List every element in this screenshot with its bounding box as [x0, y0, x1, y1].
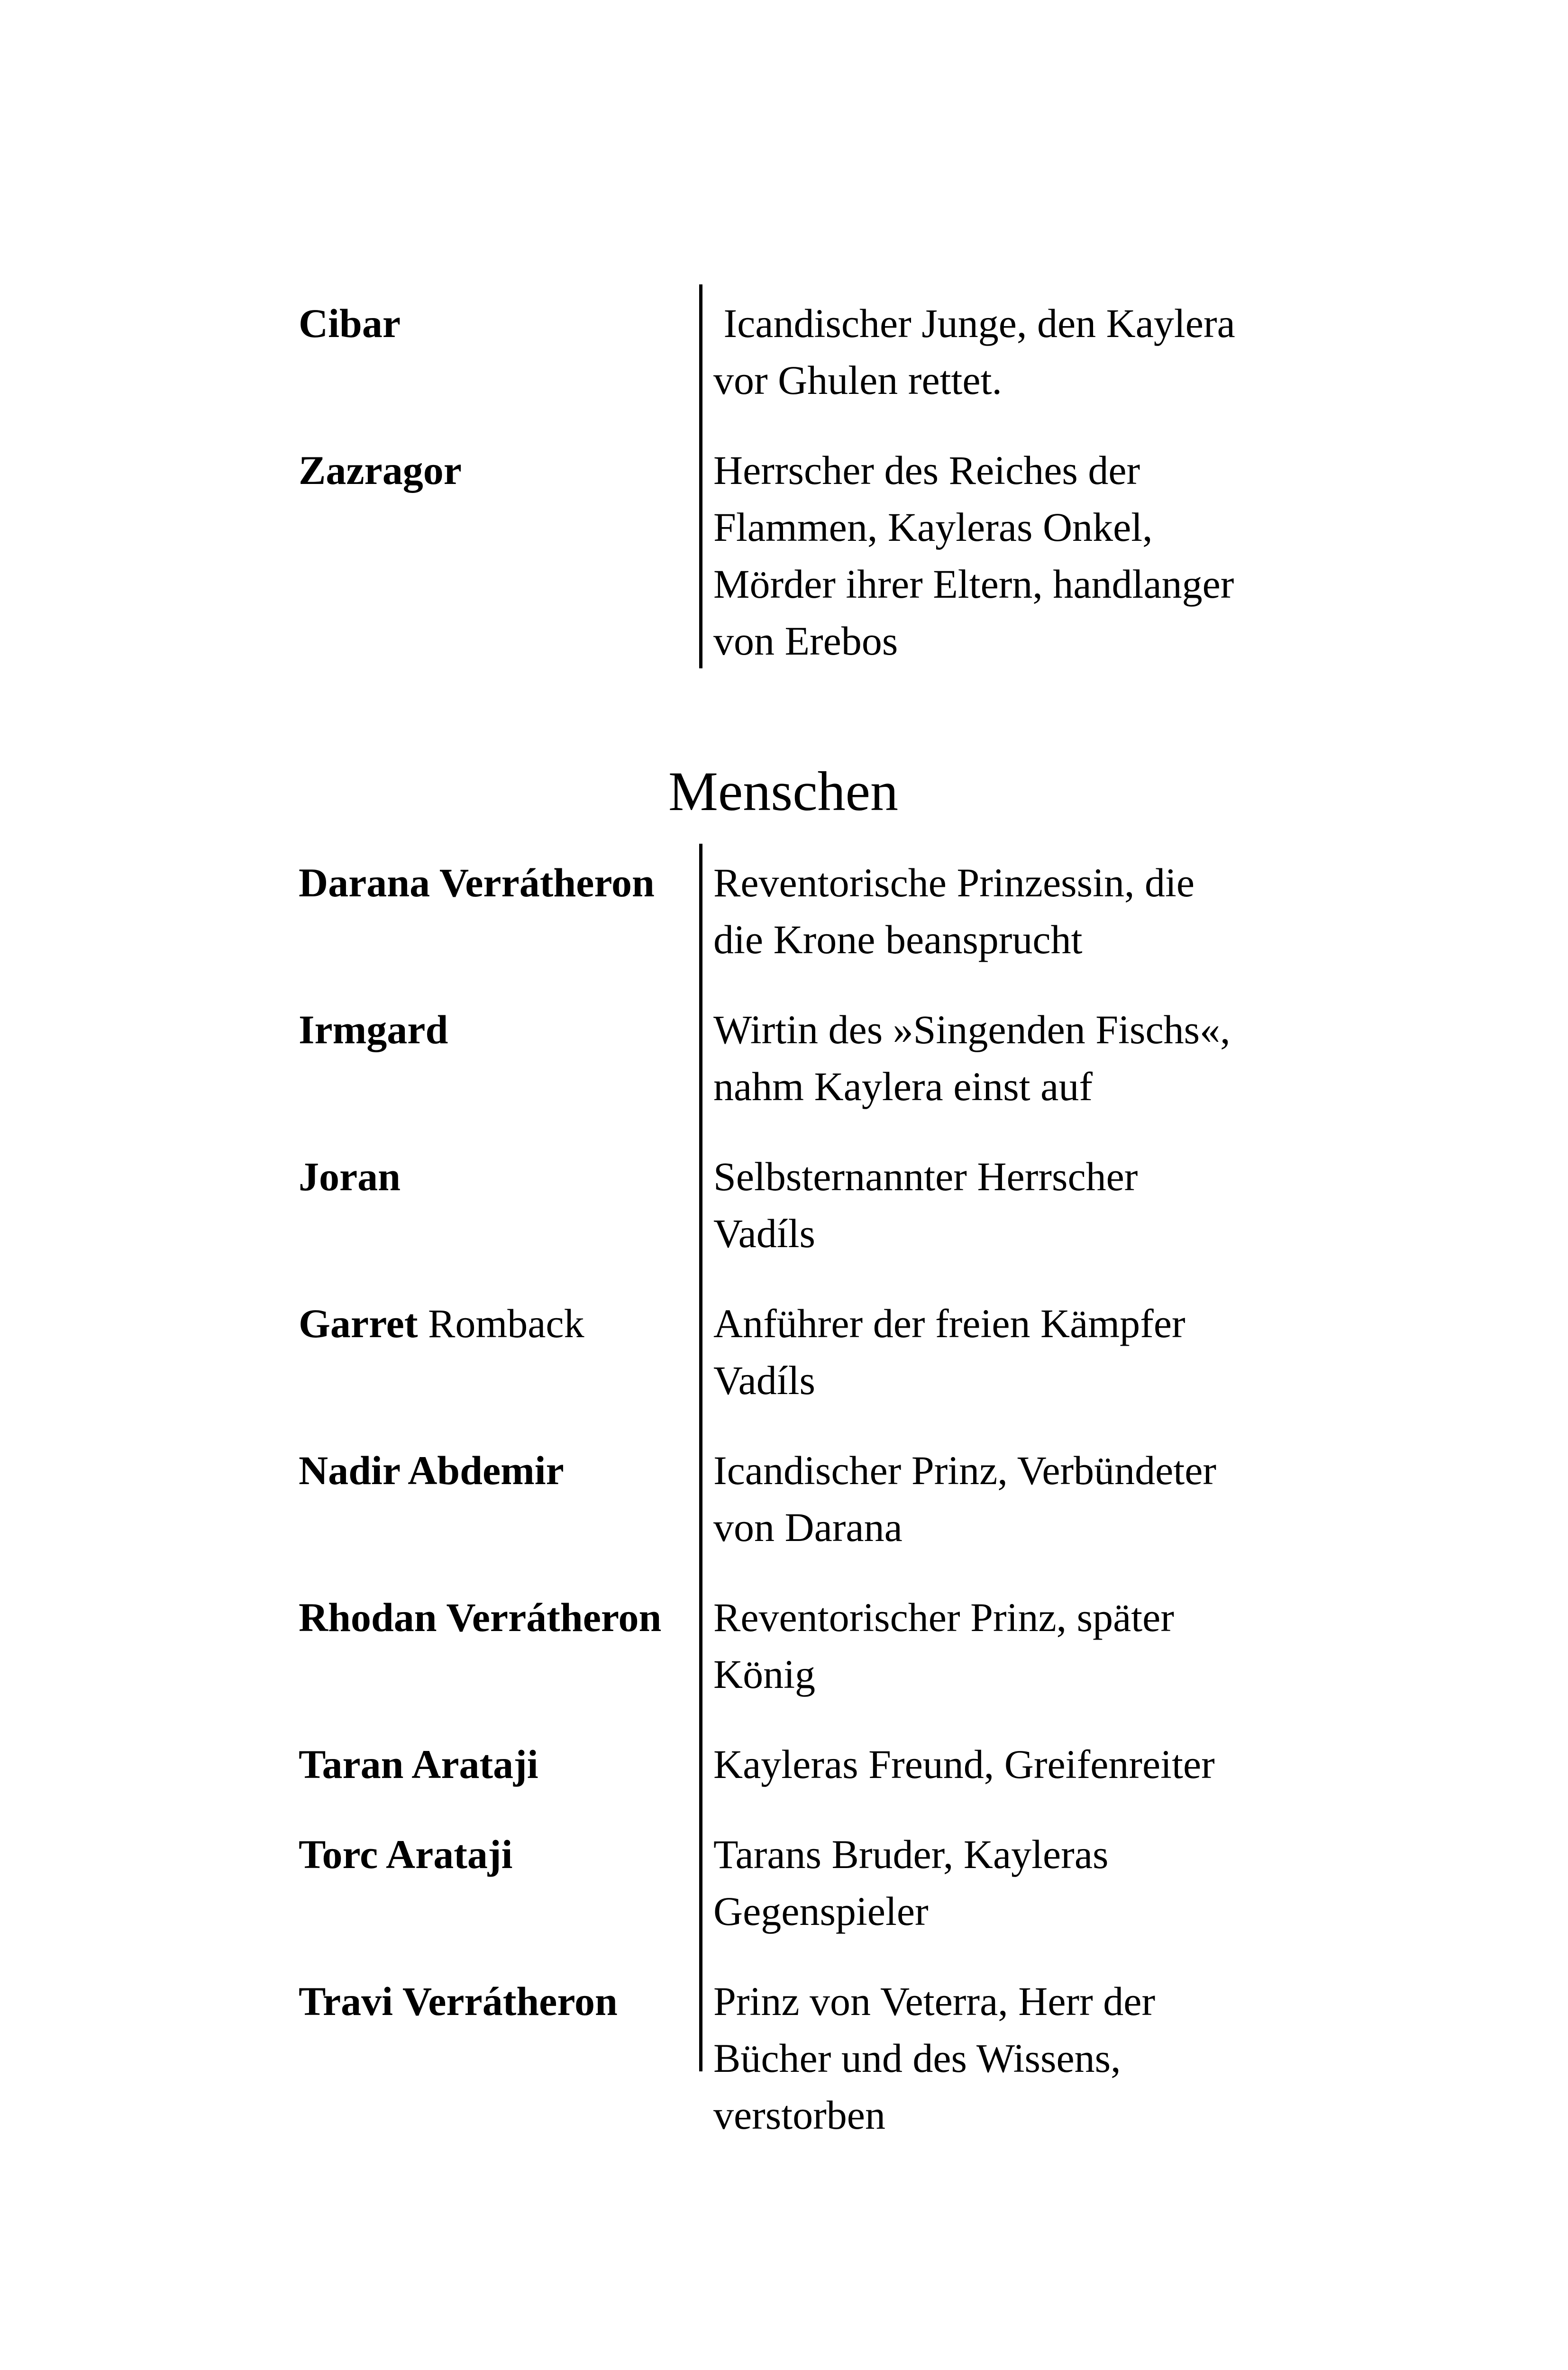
- description-line: Vadíls: [713, 1211, 815, 1256]
- character-name: [299, 1285, 699, 1352]
- description-line: Anführer der freien Kämpfer: [713, 1301, 1185, 1346]
- character-name-bold: Nadir Abdemir: [299, 1448, 564, 1493]
- description-line: nahm Kaylera einst auf: [713, 1064, 1093, 1109]
- character-name-bold: Torc Arataji: [299, 1832, 513, 1877]
- description-line: Icandischer Junge, den Kaylera: [713, 301, 1235, 346]
- character-name-bold: Zazragor: [299, 447, 462, 493]
- character-entry: [299, 844, 1318, 968]
- character-name: [299, 844, 699, 911]
- character-name-bold: Joran: [299, 1154, 401, 1199]
- character-description: [699, 1962, 1318, 2143]
- character-entry: [299, 431, 1318, 669]
- character-description: [699, 1578, 1318, 1703]
- character-name-bold: Travi Verrátheron: [299, 1978, 618, 2024]
- section-heading-menschen: Menschen: [668, 760, 898, 822]
- character-description: [699, 991, 1318, 1115]
- description-line: von Darana: [713, 1504, 903, 1550]
- character-description: [699, 1815, 1318, 1940]
- character-name-bold: Taran Arataji: [299, 1741, 538, 1787]
- description-line: Mörder ihrer Eltern, handlanger: [713, 561, 1234, 607]
- description-line: die Krone beansprucht: [713, 917, 1083, 962]
- character-description: [699, 1725, 1318, 1793]
- character-name-bold: Darana Verrátheron: [299, 860, 655, 905]
- description-line: verstorben: [713, 2092, 885, 2138]
- character-description: [699, 284, 1318, 409]
- character-name-bold: Irmgard: [299, 1007, 448, 1052]
- character-entry: [299, 1138, 1318, 1262]
- character-name: [299, 1962, 699, 2030]
- description-line: Vadíls: [713, 1358, 815, 1403]
- description-line: Flammen, Kayleras Onkel,: [713, 504, 1153, 550]
- character-list-section-2: [299, 844, 1318, 2143]
- character-name-bold: Garret: [299, 1301, 418, 1346]
- character-name: [299, 1725, 699, 1793]
- character-entry: [299, 991, 1318, 1115]
- description-line: vor Ghulen rettet.: [713, 357, 1002, 403]
- description-line: Reventorischer Prinz, später: [713, 1595, 1174, 1640]
- character-entry: [299, 1431, 1318, 1556]
- character-description: [699, 431, 1318, 669]
- character-name: [299, 1431, 699, 1499]
- character-name-bold: Rhodan Verrátheron: [299, 1595, 662, 1640]
- description-line: Selbsternannter Herrscher: [713, 1154, 1138, 1199]
- description-line: Reventorische Prinzessin, die: [713, 860, 1195, 905]
- character-name: [299, 1578, 699, 1646]
- character-entry: [299, 1962, 1318, 2143]
- character-name: [299, 1815, 699, 1883]
- character-description: [699, 1138, 1318, 1262]
- description-line: von Erebos: [713, 618, 898, 664]
- character-description: [699, 844, 1318, 968]
- entry-list: [299, 844, 1318, 2143]
- description-line: Icandischer Prinz, Verbündeter: [713, 1448, 1217, 1493]
- description-line: König: [713, 1651, 815, 1697]
- description-line: Tarans Bruder, Kayleras: [713, 1832, 1109, 1877]
- character-name: [299, 991, 699, 1058]
- description-line: Kayleras Freund, Greifenreiter: [713, 1741, 1215, 1787]
- character-name-regular: Romback: [418, 1301, 584, 1346]
- description-line: Bücher und des Wissens,: [713, 2035, 1121, 2081]
- character-name: [299, 431, 699, 499]
- character-name: [299, 1138, 699, 1205]
- character-name-bold: Cibar: [299, 301, 401, 346]
- character-entry: [299, 1815, 1318, 1940]
- description-line: Herrscher des Reiches der: [713, 447, 1140, 493]
- character-entry: [299, 284, 1318, 409]
- entry-list: [299, 284, 1318, 669]
- description-line: Wirtin des »Singenden Fischs«,: [713, 1007, 1231, 1052]
- description-line: Prinz von Veterra, Herr der: [713, 1978, 1156, 2024]
- character-name: [299, 284, 699, 352]
- description-line: Gegenspieler: [713, 1888, 929, 1934]
- character-description: [699, 1285, 1318, 1409]
- character-description: [699, 1431, 1318, 1556]
- character-entry: [299, 1578, 1318, 1703]
- character-entry: [299, 1285, 1318, 1409]
- character-entry: [299, 1725, 1318, 1793]
- character-list-section-1: [299, 284, 1318, 669]
